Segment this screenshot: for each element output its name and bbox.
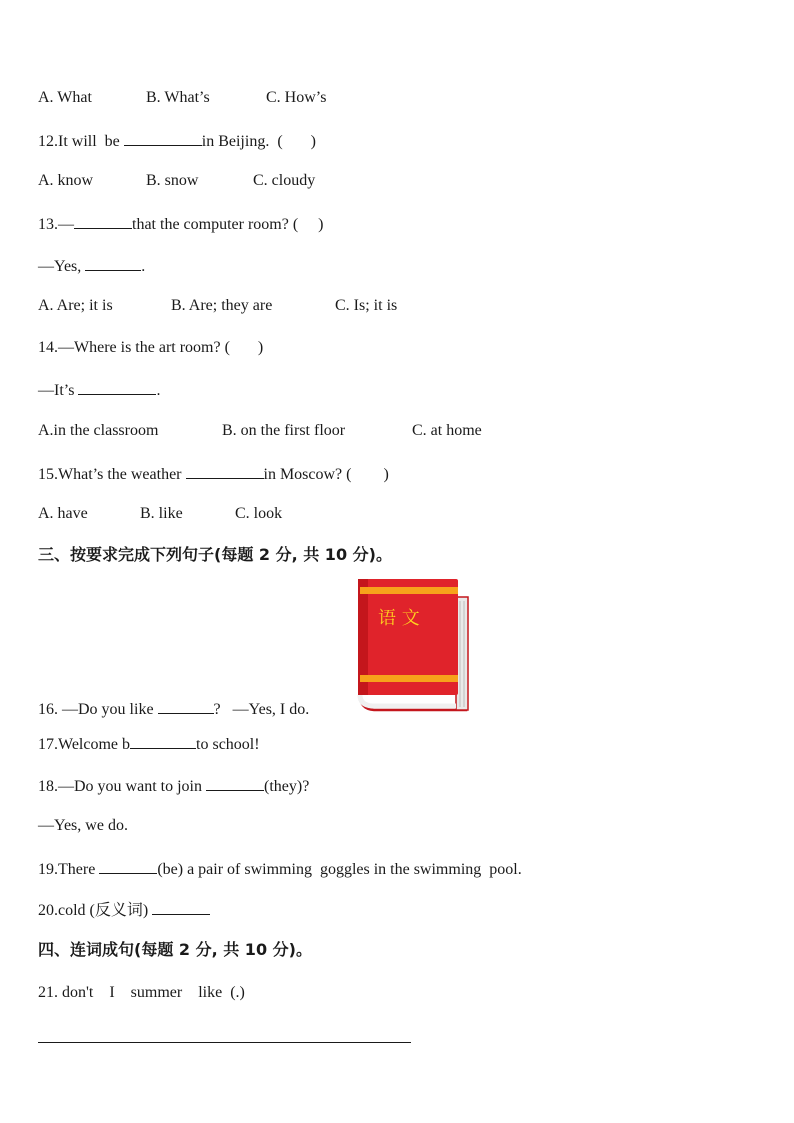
question-19 [38,858,522,880]
question-19-prefix: 19.There [38,861,100,878]
question-19-suffix: (be) a pair of swimming goggles in the swimming pool. [157,861,522,878]
question-13-prefix: 13.— [38,216,74,233]
question-17-suffix: to school! [196,736,260,753]
question-20 [38,899,210,921]
question-13-answer-suffix: . [141,258,146,275]
answer-blank[interactable] [99,858,157,874]
q11-option-b: B. What’s [146,89,210,106]
question-20-prefix: 20.cold (反义词) [38,902,153,919]
question-13-suffix: that the computer room? ( ) [132,216,324,233]
question-12-prefix: 12.It will be [38,133,124,150]
question-14-answer [38,379,160,401]
question-18-prefix: 18.—Do you want to join [38,778,206,795]
answer-blank[interactable] [85,255,141,271]
answer-blank[interactable] [152,899,210,915]
q12-option-b: B. snow [146,172,199,189]
q13-option-c: C. Is; it is [335,297,398,314]
answer-blank[interactable] [74,213,132,229]
question-12 [38,130,316,152]
question-14: 14.—Where is the art room? ( ) [38,339,264,356]
chinese-textbook-illustration [356,577,470,714]
question-18-answer: —Yes, we do. [38,817,128,834]
section-4-heading: 四、连词成句(每题 2 分, 共 10 分)。 [38,940,312,959]
q14-option-c: C. at home [412,422,482,439]
question-13 [38,213,324,235]
question-14-answer-suffix: . [156,382,161,399]
answer-line[interactable] [38,1042,411,1043]
q13-option-b: B. Are; they are [171,297,273,314]
question-17-prefix: 17.Welcome b [38,736,131,753]
question-16 [38,698,309,720]
question-21: 21. don't I summer like (.) [38,984,245,1001]
answer-blank[interactable] [130,733,196,749]
answer-blank[interactable] [186,463,264,479]
answer-blank[interactable] [206,775,264,791]
q12-option-c: C. cloudy [253,172,316,189]
answer-blank[interactable] [158,698,214,714]
q15-option-a: A. have [38,505,88,522]
answer-blank[interactable] [124,130,202,146]
question-17 [38,733,260,755]
q13-option-a: A. Are; it is [38,297,113,314]
q11-option-c: C. How’s [266,89,327,106]
q12-option-a: A. know [38,172,94,189]
q11-option-a: A. What [38,89,92,106]
q14-option-a: A.in the classroom [38,422,159,439]
section-3-heading: 三、按要求完成下列句子(每题 2 分, 共 10 分)。 [38,545,392,564]
question-13-answer-prefix: —Yes, [38,258,86,275]
question-12-suffix: in Beijing. ( ) [201,133,316,150]
q15-option-c: C. look [235,505,283,522]
question-18-suffix: (they)? [264,778,310,795]
question-18 [38,775,309,797]
q14-option-b: B. on the first floor [222,422,346,439]
question-16-prefix: 16. —Do you like [38,701,158,718]
question-15-prefix: 15.What’s the weather [38,466,186,483]
book-title: 语 文 [378,608,420,629]
question-15-suffix: in Moscow? ( ) [263,466,389,483]
question-13-answer [38,255,145,277]
question-15 [38,463,389,485]
question-16-suffix: ? —Yes, I do. [213,701,310,718]
q15-option-b: B. like [140,505,183,522]
question-14-answer-prefix: —It’s [38,382,79,399]
answer-blank[interactable] [78,379,156,395]
